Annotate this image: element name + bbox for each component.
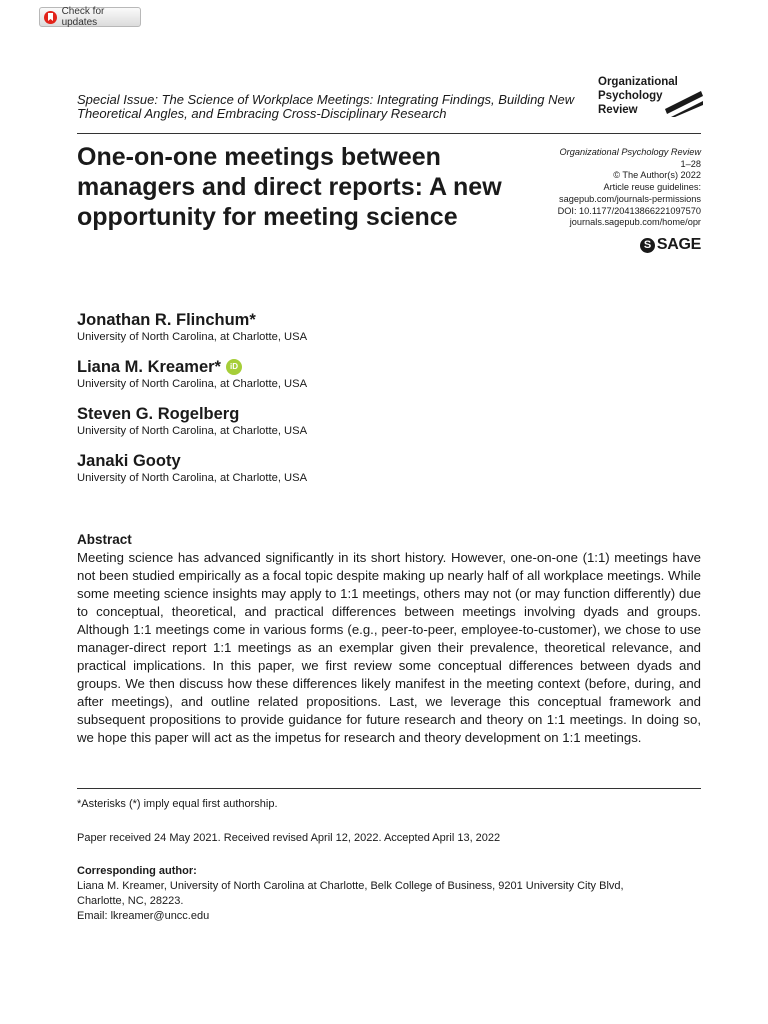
bookmark-icon	[44, 11, 57, 24]
journal-name: Organizational Psychology Review	[559, 147, 701, 157]
abstract-text: Meeting science has advanced significantly in its short history. However, one-on-one (1:1) meetings have not been studied empirically as a focal topic despite making up nearly half of all workplace meetings. While some meeting science insights may apply to 1:1 meetings, others may not (or may function differently) due to conceptual, theoretical, and practical differences between meetings involving dyads and groups. Although 1:1 meetings come in various forms (e.g., peer-to-peer, employee-to-customer), we chose to use manager-direct report 1:1 meetings as an exemplar given their prevalence, theoretical relevance, and practical implications. In this paper, we first review some conceptual differences between dyads and groups. We then discuss how these differences likely manifest in the meeting context (before, during, and after meetings), and outline related propositions. Last, we leverage this conceptual framework and subsequent propositions to provide guidance for future research and theory on 1:1 meetings. In doing so, we hope this paper will act as the impetus for research and theory development on 1:1 meetings.	[77, 550, 701, 745]
author-name: Steven G. Rogelberg	[77, 405, 240, 423]
author-entry	[77, 451, 677, 485]
check-for-updates-button[interactable]	[39, 7, 141, 27]
copyright: © The Author(s) 2022	[613, 170, 701, 181]
journal-logo-line-1: Organizational	[598, 76, 678, 88]
authorship-footnote: *Asterisks (*) imply equal first authorship.	[77, 798, 278, 810]
author-name: Jonathan R. Flinchum*	[77, 311, 256, 329]
corresponding-address-line-1: Liana M. Kreamer, University of North Carolina at Charlotte, Belk College of Business, 9201 University City Blvd,	[77, 880, 624, 892]
author-affiliation: University of North Carolina, at Charlotte, USA	[77, 472, 308, 484]
author-affiliation: University of North Carolina, at Charlotte, USA	[77, 378, 308, 390]
journal-logo	[598, 75, 708, 117]
corresponding-author	[77, 864, 697, 924]
received-dates: Paper received 24 May 2021. Received revised April 12, 2022. Accepted April 13, 2022	[77, 832, 501, 844]
abstract-section	[77, 531, 701, 747]
corresponding-author-label: Corresponding author:	[77, 865, 197, 877]
page-range: 1–28	[680, 158, 701, 169]
header-rule	[77, 133, 701, 134]
author-entry	[77, 404, 677, 438]
footer-rule	[77, 788, 701, 789]
abstract-heading: Abstract	[77, 532, 132, 547]
special-issue-line: Special Issue: The Science of Workplace Meetings: Integrating Findings, Building New Theoretical Angles, and Embracing Cross-Disciplinary Research	[77, 92, 575, 121]
author-affiliation: University of North Carolina, at Charlotte, USA	[77, 425, 308, 437]
author-list	[77, 310, 677, 498]
sage-mark-icon: S	[640, 238, 655, 253]
author-name: Janaki Gooty	[77, 452, 181, 470]
check-for-updates-label: Check for updates	[61, 6, 105, 28]
author-name: Liana M. Kreamer* iD	[77, 357, 677, 377]
publication-info	[461, 147, 701, 229]
author-affiliation: University of North Carolina, at Charlotte, USA	[77, 331, 308, 343]
journal-logo-stripes-icon	[665, 91, 703, 117]
journal-logo-line-2: Psychology	[598, 90, 663, 102]
reuse-guidelines: Article reuse guidelines:	[603, 182, 701, 193]
corresponding-email[interactable]: Email: lkreamer@uncc.edu	[77, 910, 210, 922]
author-entry	[77, 310, 677, 344]
journal-logo-line-3: Review	[598, 104, 638, 116]
sage-wordmark: SAGE	[656, 236, 701, 253]
corresponding-address-line-2: Charlotte, NC, 28223.	[77, 895, 184, 907]
doi-link[interactable]: DOI: 10.1177/20413866221097570	[557, 205, 701, 216]
sage-logo	[640, 236, 701, 254]
permissions-link[interactable]: sagepub.com/journals-permissions	[559, 193, 701, 204]
orcid-icon[interactable]: iD	[226, 359, 242, 375]
article-title: One-on-one meetings between managers and direct reports: A new opportunity for meeting science	[77, 143, 502, 231]
journal-homepage-link[interactable]: journals.sagepub.com/home/opr	[569, 217, 701, 228]
author-entry	[77, 357, 677, 391]
